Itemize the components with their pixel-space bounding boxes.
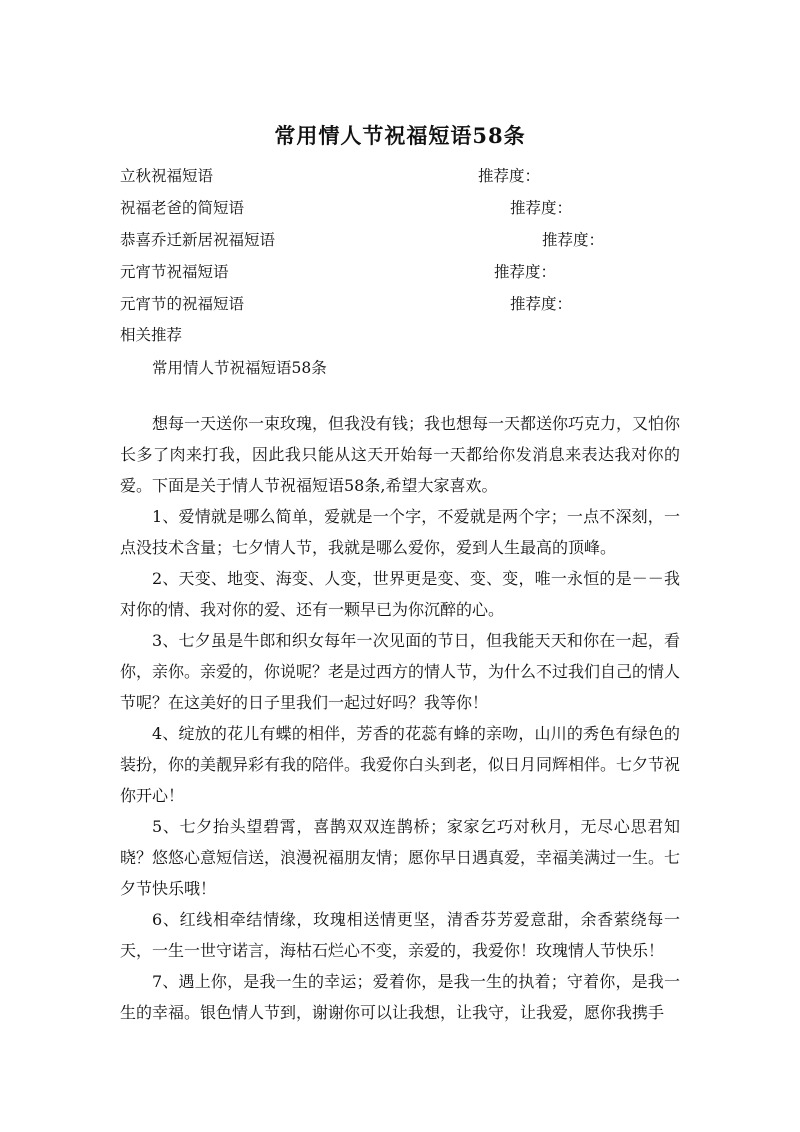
related-heading: 相关推荐 (120, 326, 183, 344)
related-item-link[interactable]: 祝福老爸的简短语 (120, 199, 245, 217)
related-item-link[interactable]: 立秋祝福短语 (120, 167, 214, 185)
wish-paragraph: 7、遇上你，是我一生的幸运；爱着你，是我一生的执着；守着你，是我一生的幸福。银色情人节到，谢谢你可以让我想，让我守，让我爱，愿你我携手 (120, 972, 680, 1022)
related-item[interactable] (120, 288, 700, 320)
related-articles (120, 160, 700, 384)
rating-label: 推荐度： (478, 167, 541, 185)
article-subtitle: 常用情人节祝福短语58条 (152, 359, 327, 377)
rating-label: 推荐度： (494, 263, 557, 281)
related-item[interactable] (120, 160, 700, 192)
related-item-link[interactable]: 恭喜乔迁新居祝福短语 (120, 231, 276, 249)
related-item[interactable] (120, 192, 700, 224)
rating-label: 推荐度： (542, 231, 605, 249)
rating-label: 推荐度： (510, 199, 573, 217)
related-item-link[interactable]: 元宵节祝福短语 (120, 263, 229, 281)
intro-paragraph: 想每一天送你一束玫瑰，但我没有钱；我也想每一天都送你巧克力，又怕你长多了肉来打我，因此我只能从这天开始每一天都给你发消息来表达我对你的爱。下面是关于情人节祝福短语58条,希望大家喜欢。 (120, 414, 681, 495)
rating-label: 推荐度： (510, 295, 573, 313)
article-body (120, 408, 680, 1028)
wish-paragraph: 3、七夕虽是牛郎和织女每年一次见面的节日，但我能天天和你在一起，看你，亲你。亲爱的，你说呢？老是过西方的情人节，为什么不过我们自己的情人节呢？在这美好的日子里我们一起过好吗？我等你！ (120, 631, 681, 712)
wish-paragraph: 6、红线相牵结情缘，玫瑰相送情更坚，清香芬芳爱意甜，余香萦绕每一天，一生一世守诺言，海枯石烂心不变，亲爱的，我爱你！玫瑰情人节快乐！ (120, 910, 680, 960)
related-item[interactable] (120, 224, 700, 256)
wish-paragraph: 5、七夕抬头望碧霄，喜鹊双双连鹊桥；家家乞巧对秋月，无尽心思君知晓？悠悠心意短信送，浪漫祝福朋友情；愿你早日遇真爱，幸福美满过一生。七夕节快乐哦！ (120, 817, 681, 898)
related-item[interactable] (120, 256, 700, 288)
page-title: 常用情人节祝福短语58条 (274, 123, 526, 148)
wish-paragraph: 1、爱情就是哪么简单，爱就是一个字，不爱就是两个字；一点不深刻，一点没技术含量；七夕情人节，我就是哪么爱你，爱到人生最高的顶峰。 (120, 507, 680, 557)
wish-paragraph: 4、绽放的花儿有蝶的相伴，芳香的花蕊有蜂的亲吻，山川的秀色有绿色的装扮，你的美靓异彩有我的陪伴。我爱你白头到老，似日月同辉相伴。七夕节祝你开心！ (120, 724, 681, 805)
related-item-link[interactable]: 元宵节的祝福短语 (120, 295, 245, 313)
wish-paragraph: 2、天变、地变、海变、人变，世界更是变、变、变，唯一永恒的是－－我对你的情、我对你的爱、还有一颗早已为你沉醉的心。 (120, 569, 680, 619)
